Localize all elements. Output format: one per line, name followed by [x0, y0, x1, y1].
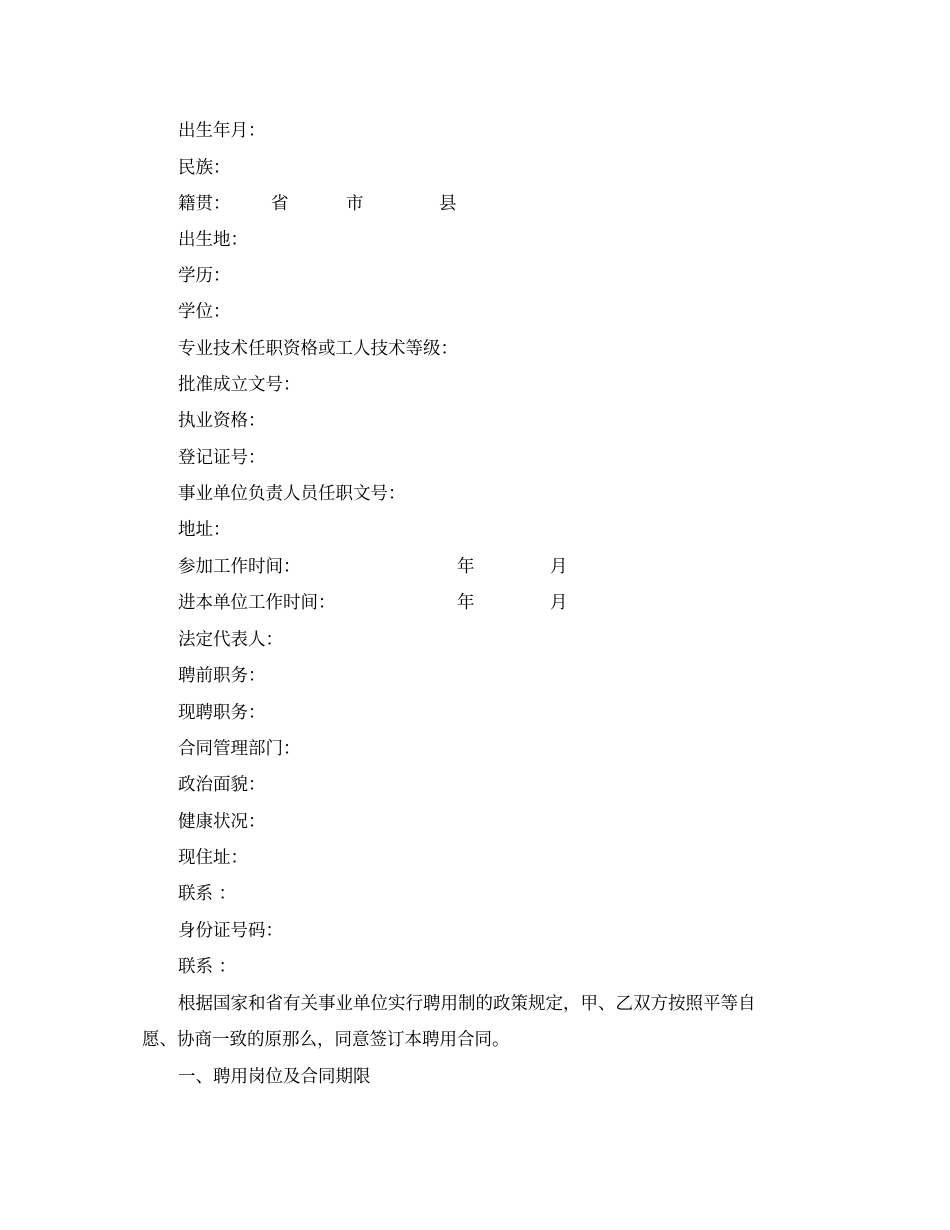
work-start-year-label: 年 [457, 557, 475, 577]
field-work-start: 参加工作时间： [178, 557, 301, 577]
native-city-label: 市 [346, 194, 364, 214]
intro-paragraph-line-1: 根据国家和省有关事业单位实行聘用制的政策规定，甲、乙双方按照平等自 [178, 994, 756, 1014]
field-contact-1: 联系 ： [178, 884, 237, 904]
field-unit-join: 进本单位工作时间： [178, 593, 336, 613]
field-practice-qualification: 执业资格： [178, 411, 266, 431]
field-contact-2: 联系 ： [178, 957, 237, 977]
section-heading-1: 一、聘用岗位及合同期限 [178, 1067, 371, 1087]
field-ethnicity: 民族： [178, 158, 231, 178]
unit-join-year-label: 年 [457, 593, 475, 613]
field-political-status: 政治面貌： [178, 775, 266, 795]
field-current-address: 现住址： [178, 848, 248, 868]
field-previous-position: 聘前职务： [178, 666, 266, 686]
native-county-label: 县 [439, 194, 457, 214]
field-current-position: 现聘职务： [178, 703, 266, 723]
field-birthplace: 出生地： [178, 230, 248, 250]
field-native-place: 籍贯： [178, 194, 231, 214]
work-start-month-label: 月 [550, 557, 568, 577]
field-contract-department: 合同管理部门： [178, 739, 301, 759]
unit-join-month-label: 月 [550, 593, 568, 613]
field-qualification: 专业技术任职资格或工人技术等级： [178, 339, 458, 359]
field-registration-no: 登记证号： [178, 448, 266, 468]
field-id-number: 身份证号码： [178, 921, 283, 941]
intro-paragraph-line-2: 愿、协商一致的原那么，同意签订本聘用合同。 [142, 1030, 510, 1050]
field-leader-appointment-no: 事业单位负责人员任职文号： [178, 484, 406, 504]
field-legal-representative: 法定代表人： [178, 630, 283, 650]
native-province-label: 省 [271, 194, 289, 214]
field-education: 学历： [178, 266, 231, 286]
field-degree: 学位： [178, 302, 231, 322]
field-approval-no: 批准成立文号： [178, 375, 301, 395]
field-health-status: 健康状况： [178, 812, 266, 832]
field-address: 地址： [178, 520, 231, 540]
field-birth-date: 出生年月： [178, 121, 266, 141]
